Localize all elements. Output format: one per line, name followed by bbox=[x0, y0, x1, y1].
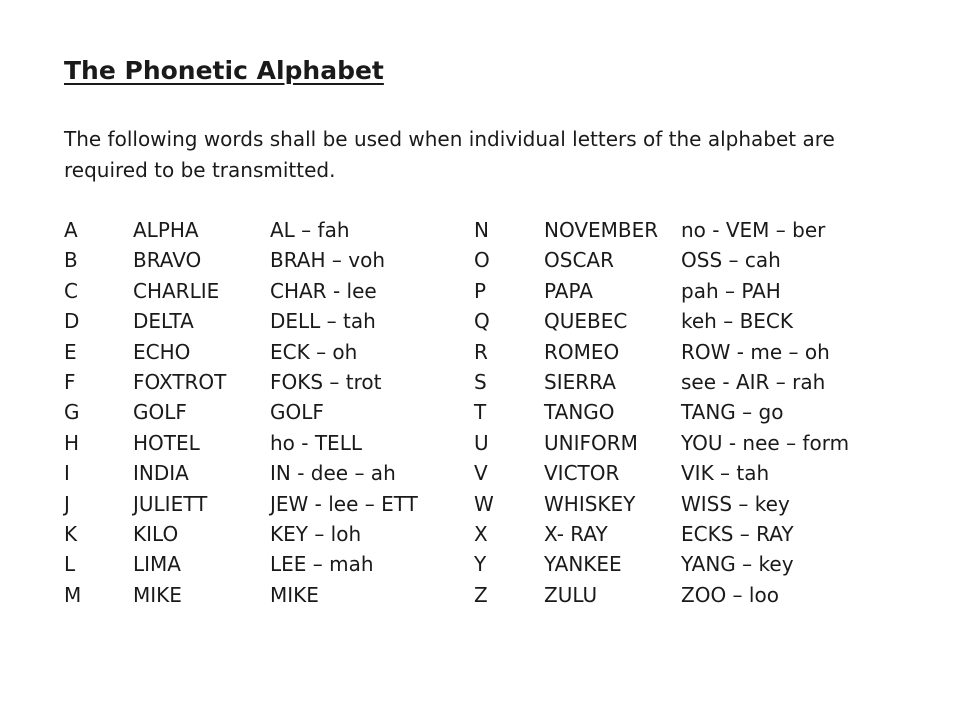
alphabet-row bbox=[64, 367, 944, 397]
pronunciation-cell: see - AIR – rah bbox=[681, 369, 826, 394]
code-word-cell: QUEBEC bbox=[544, 309, 628, 334]
pronunciation-cell: KEY – loh bbox=[270, 521, 362, 546]
alphabet-row bbox=[64, 519, 944, 549]
code-word-cell: X- RAY bbox=[544, 521, 608, 546]
letter-cell: V bbox=[474, 461, 488, 486]
letter-cell: D bbox=[64, 309, 80, 334]
letter-cell: R bbox=[474, 339, 488, 364]
page-title: The Phonetic Alphabet bbox=[64, 56, 384, 85]
code-word-cell: GOLF bbox=[133, 400, 187, 425]
pronunciation-cell: OSS – cah bbox=[681, 248, 781, 273]
alphabet-row bbox=[64, 489, 944, 519]
letter-cell: Z bbox=[474, 582, 488, 607]
code-word-cell: LIMA bbox=[133, 552, 181, 577]
code-word-cell: JULIETT bbox=[133, 491, 208, 516]
code-word-cell: ZULU bbox=[544, 582, 598, 607]
alphabet-row bbox=[64, 245, 944, 275]
letter-cell: Q bbox=[474, 309, 490, 334]
code-word-cell: DELTA bbox=[133, 309, 194, 334]
alphabet-row bbox=[64, 549, 944, 579]
pronunciation-cell: TANG – go bbox=[681, 400, 784, 425]
alphabet-row bbox=[64, 337, 944, 367]
pronunciation-cell: no - VEM – ber bbox=[681, 218, 826, 242]
code-word-cell: INDIA bbox=[133, 461, 189, 486]
code-word-cell: NOVEMBER bbox=[544, 218, 659, 242]
letter-cell: Y bbox=[474, 552, 487, 577]
code-word-cell: BRAVO bbox=[133, 248, 202, 273]
pronunciation-cell: keh – BECK bbox=[681, 309, 794, 334]
letter-cell: L bbox=[64, 552, 76, 577]
pronunciation-cell: CHAR - lee bbox=[270, 278, 377, 303]
letter-cell: J bbox=[64, 491, 70, 516]
pronunciation-cell: AL – fah bbox=[270, 218, 350, 242]
pronunciation-cell: ECKS – RAY bbox=[681, 521, 794, 546]
code-word-cell: WHISKEY bbox=[544, 491, 636, 516]
alphabet-row bbox=[64, 580, 944, 610]
code-word-cell: ALPHA bbox=[133, 218, 199, 242]
pronunciation-cell: IN - dee – ah bbox=[270, 461, 396, 486]
pronunciation-cell: GOLF bbox=[270, 400, 324, 425]
letter-cell: K bbox=[64, 521, 78, 546]
code-word-cell: YANKEE bbox=[544, 552, 622, 577]
code-word-cell: MIKE bbox=[133, 582, 182, 607]
pronunciation-cell: ROW - me – oh bbox=[681, 339, 830, 364]
pronunciation-cell: VIK – tah bbox=[681, 461, 770, 486]
alphabet-row bbox=[64, 458, 944, 488]
pronunciation-cell: pah – PAH bbox=[681, 278, 781, 303]
letter-cell: T bbox=[474, 400, 487, 425]
letter-cell: I bbox=[64, 461, 70, 486]
letter-cell: C bbox=[64, 278, 78, 303]
code-word-cell: HOTEL bbox=[133, 430, 200, 455]
letter-cell: M bbox=[64, 582, 82, 607]
letter-cell: P bbox=[474, 278, 487, 303]
alphabet-row bbox=[64, 397, 944, 427]
letter-cell: N bbox=[474, 218, 489, 242]
pronunciation-cell: FOKS – trot bbox=[270, 369, 382, 394]
code-word-cell: UNIFORM bbox=[544, 430, 638, 455]
pronunciation-cell: MIKE bbox=[270, 582, 319, 607]
letter-cell: S bbox=[474, 369, 487, 394]
pronunciation-cell: BRAH – voh bbox=[270, 248, 385, 273]
pronunciation-cell: LEE – mah bbox=[270, 552, 374, 577]
code-word-cell: VICTOR bbox=[544, 461, 620, 486]
code-word-cell: CHARLIE bbox=[133, 278, 220, 303]
letter-cell: B bbox=[64, 248, 78, 273]
alphabet-row bbox=[64, 276, 944, 306]
code-word-cell: TANGO bbox=[544, 400, 615, 425]
code-word-cell: ROMEO bbox=[544, 339, 620, 364]
code-word-cell: OSCAR bbox=[544, 248, 614, 273]
letter-cell: W bbox=[474, 491, 494, 516]
code-word-cell: ECHO bbox=[133, 339, 191, 364]
pronunciation-cell: YANG – key bbox=[681, 552, 794, 577]
code-word-cell: KILO bbox=[133, 521, 179, 546]
letter-cell: F bbox=[64, 369, 76, 394]
letter-cell: O bbox=[474, 248, 490, 273]
alphabet-row bbox=[64, 306, 944, 336]
code-word-cell: SIERRA bbox=[544, 369, 616, 394]
pronunciation-cell: ECK – oh bbox=[270, 339, 358, 364]
letter-cell: A bbox=[64, 218, 78, 242]
letter-cell: G bbox=[64, 400, 80, 425]
pronunciation-cell: YOU - nee – form bbox=[681, 430, 850, 455]
phonetic-alphabet-table bbox=[64, 215, 944, 610]
alphabet-row bbox=[64, 428, 944, 458]
pronunciation-cell: ho - TELL bbox=[270, 430, 362, 455]
letter-cell: X bbox=[474, 521, 488, 546]
code-word-cell: PAPA bbox=[544, 278, 593, 303]
pronunciation-cell: ZOO – loo bbox=[681, 582, 779, 607]
intro-paragraph: The following words shall be used when individual letters of the alphabet are required to be transmitted. bbox=[64, 127, 835, 182]
code-word-cell: FOXTROT bbox=[133, 369, 227, 394]
letter-cell: U bbox=[474, 430, 489, 455]
letter-cell: E bbox=[64, 339, 77, 364]
pronunciation-cell: DELL – tah bbox=[270, 309, 376, 334]
pronunciation-cell: JEW - lee – ETT bbox=[270, 491, 418, 516]
alphabet-row bbox=[64, 215, 944, 245]
letter-cell: H bbox=[64, 430, 80, 455]
pronunciation-cell: WISS – key bbox=[681, 491, 790, 516]
